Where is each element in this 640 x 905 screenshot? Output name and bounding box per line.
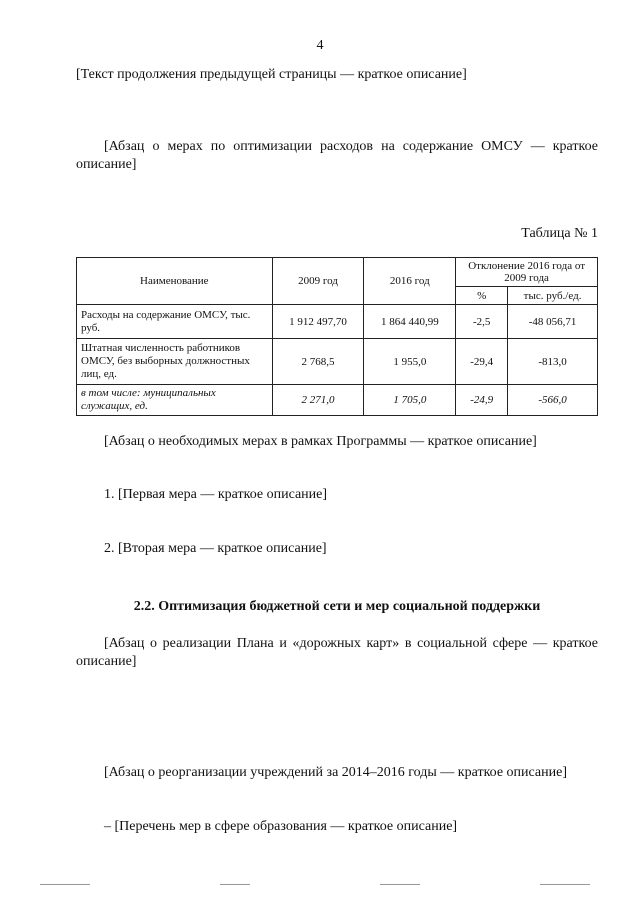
paragraph-3: [Абзац о необходимых мерах в рамках Программы — краткое описание] (104, 434, 537, 449)
row-label: Штатная численность работников ОМСУ, без выборных должностных лиц, ед. (77, 339, 273, 385)
header-abs: тыс. руб./ед. (508, 287, 598, 305)
page-number: 4 (316, 38, 324, 53)
paragraph-5: 2. [Вторая мера — краткое описание] (104, 541, 327, 556)
header-2016: 2016 год (364, 258, 456, 305)
cell-2009: 2 768,5 (272, 339, 364, 385)
row-label: в том числе: муниципальных служащих, ед. (77, 385, 273, 416)
paragraph-6: [Абзац о реализации Плана и «дорожных карт» в социальной сфере — краткое описание] (76, 636, 598, 669)
cell-abs: -813,0 (508, 339, 598, 385)
cell-abs: -566,0 (508, 385, 598, 416)
paragraph-4: 1. [Первая мера — краткое описание] (104, 487, 328, 502)
header-2009: 2009 год (272, 258, 364, 305)
paragraph-2: [Абзац о мерах по оптимизации расходов на содержание ОМСУ — краткое описание] (76, 139, 598, 172)
cell-2009: 2 271,0 (272, 385, 364, 416)
paragraph-1: [Текст продолжения предыдущей страницы — краткое описание] (76, 67, 467, 82)
header-percent: % (456, 287, 508, 305)
cell-abs: -48 056,71 (508, 305, 598, 339)
section-heading: 2.2. Оптимизация бюджетной сети и мер социальной поддержки (133, 599, 541, 614)
footer-scan-marks (40, 880, 600, 890)
cell-percent: -24,9 (456, 385, 508, 416)
cell-percent: -2,5 (456, 305, 508, 339)
paragraph-8: – [Перечень мер в сфере образования — краткое описание] (104, 819, 458, 834)
cell-2016: 1 955,0 (364, 339, 456, 385)
cell-2016: 1 705,0 (364, 385, 456, 416)
header-deviation: Отклонение 2016 года от 2009 года (456, 258, 598, 287)
table-row (77, 305, 598, 339)
row-label: Расходы на содержание ОМСУ, тыс. руб. (77, 305, 273, 339)
cell-percent: -29,4 (456, 339, 508, 385)
cell-2009: 1 912 497,70 (272, 305, 364, 339)
table-row (77, 339, 598, 385)
header-name: Наименование (77, 258, 273, 305)
table-row (77, 385, 598, 416)
cell-2016: 1 864 440,99 (364, 305, 456, 339)
table-caption: Таблица № 1 (521, 226, 598, 241)
paragraph-7: [Абзац о реорганизации учреждений за 2014–2016 годы — краткое описание] (104, 765, 567, 780)
data-table (76, 257, 598, 416)
